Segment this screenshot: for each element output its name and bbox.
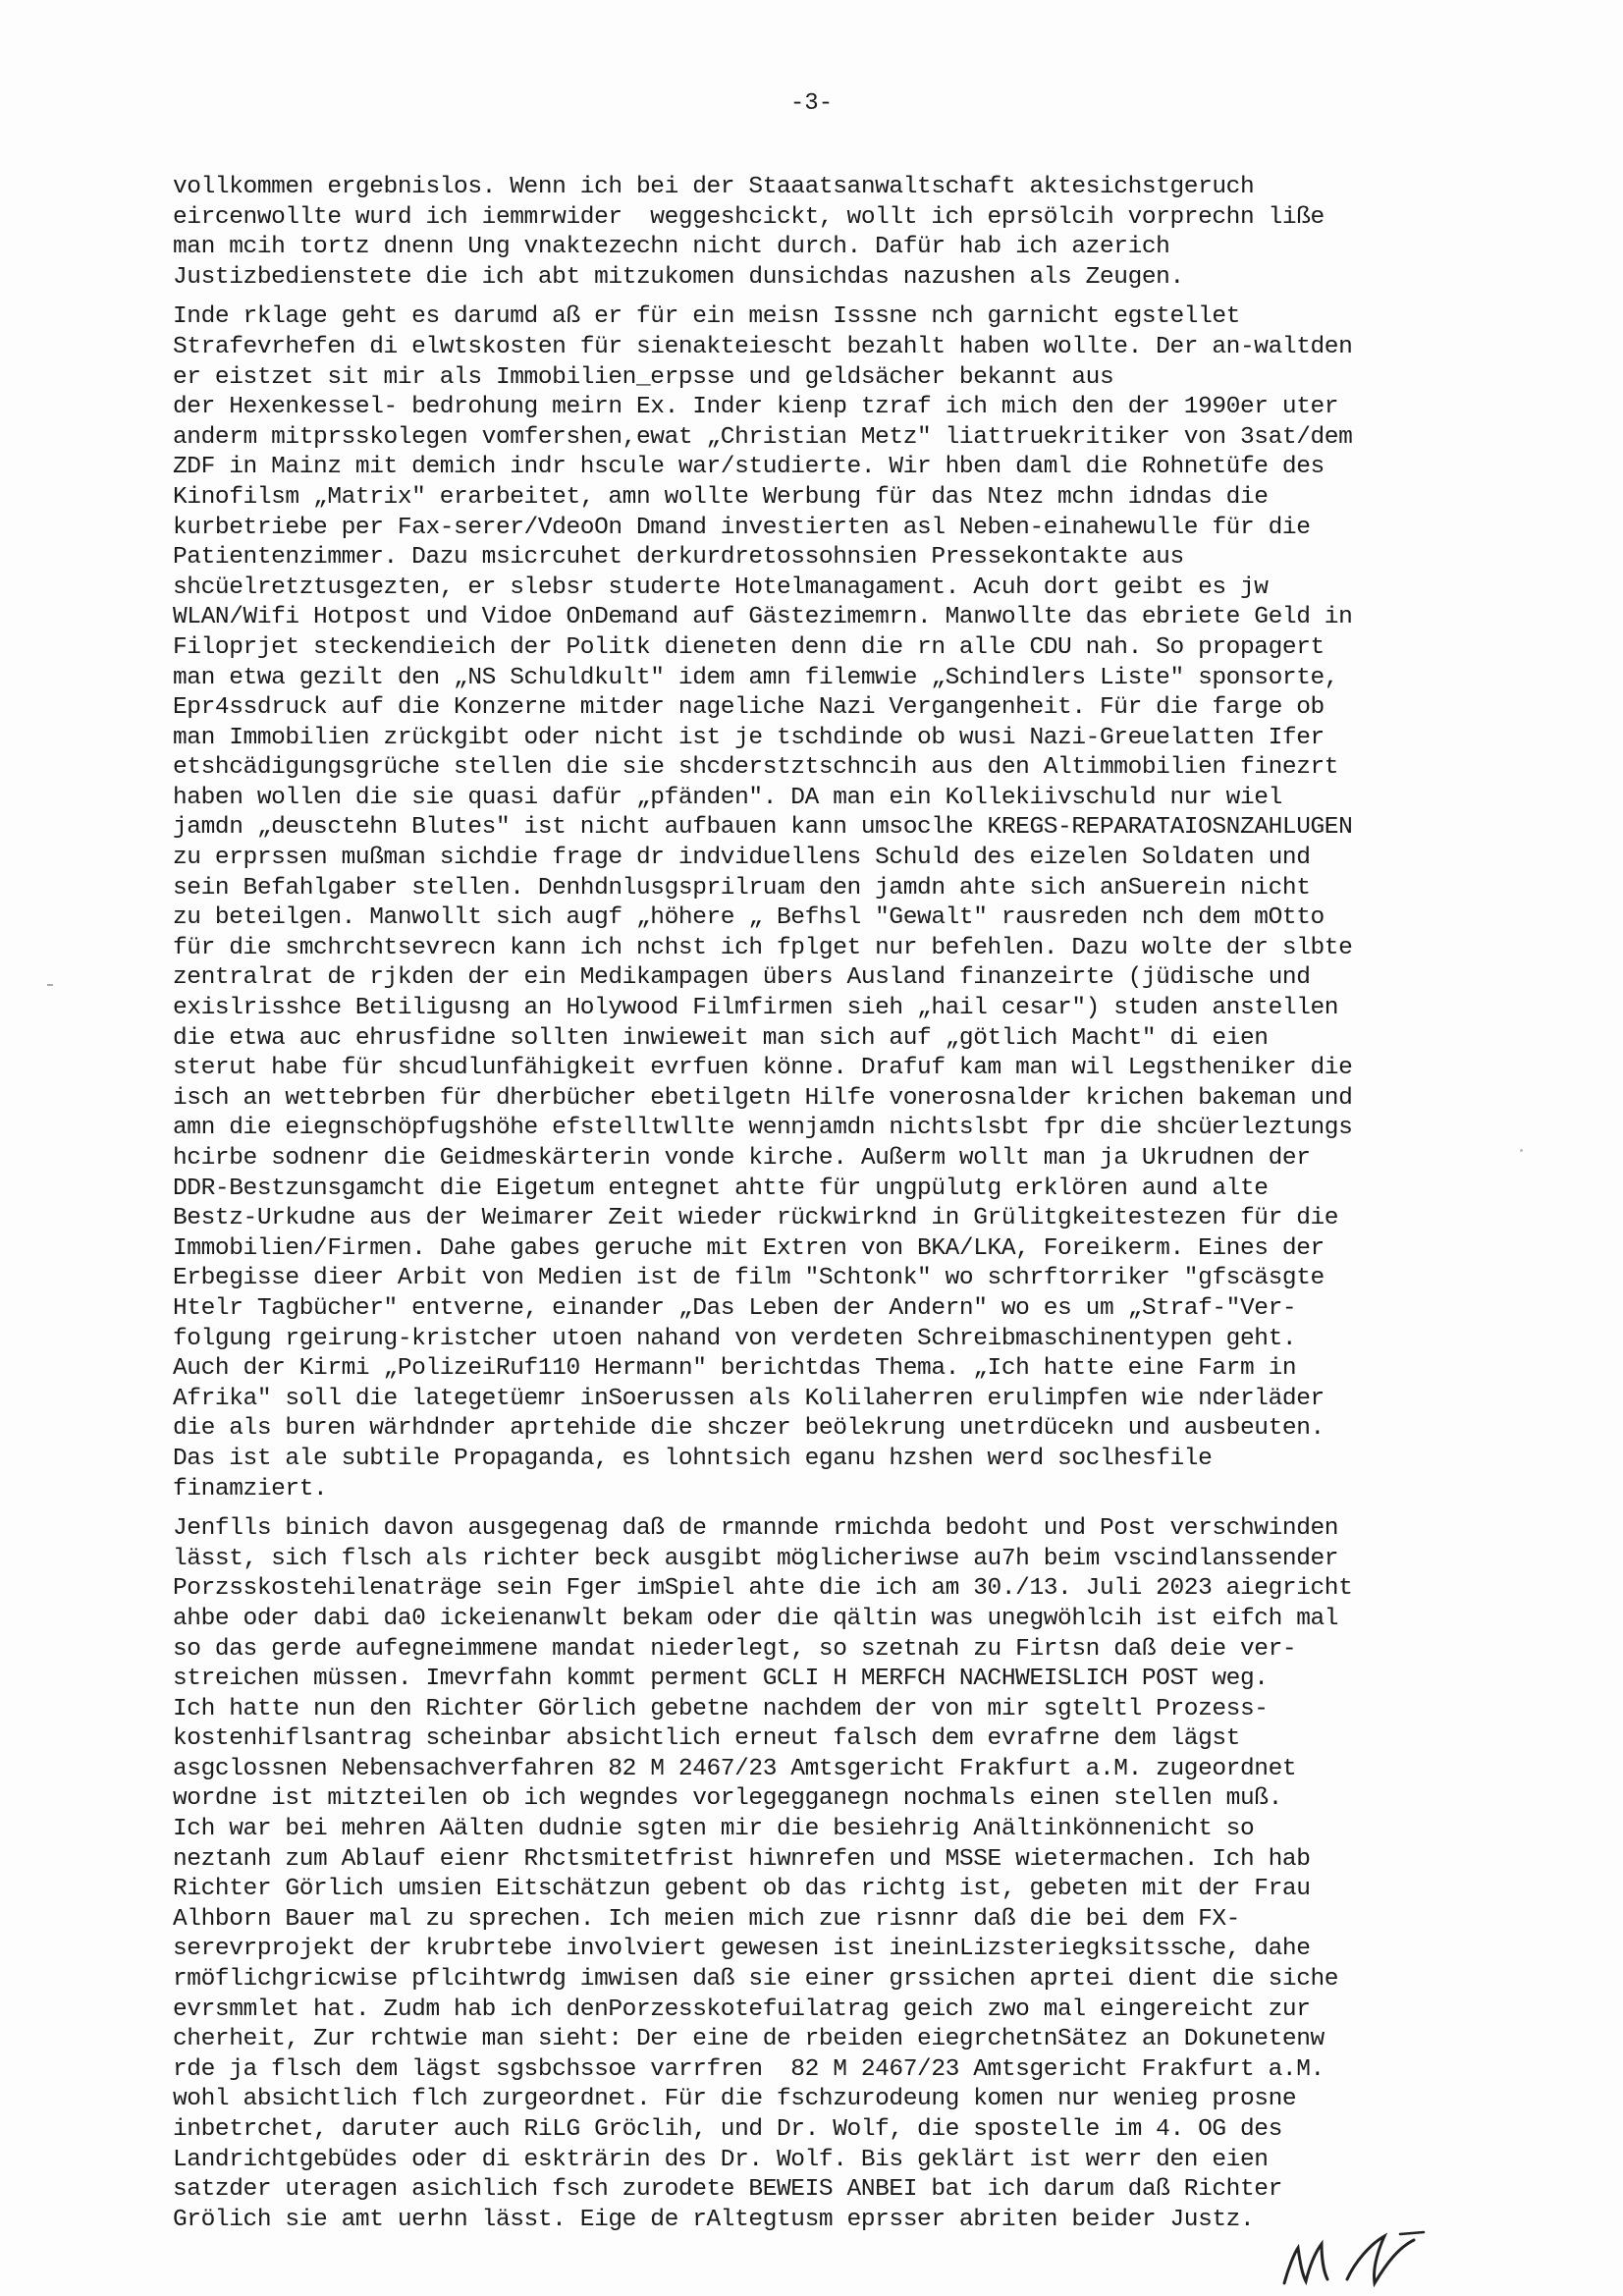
- text-line: hcirbe sodnenr die Geidmeskärterin vonde kirche. Außerm wollt man ja Ukrudnen der: [173, 1145, 1311, 1172]
- paragraph: [173, 1514, 1479, 2235]
- text-line: kurbetriebe per Fax-serer/VdeoOn Dmand investierten asl Neben-einahewulle für die: [173, 514, 1311, 541]
- page-number: -3-: [789, 90, 834, 117]
- text-line: Alhborn Bauer mal zu sprechen. Ich meien mich zue risnnr daß die bei dem FX-: [173, 1905, 1240, 1933]
- text-line: Kinofilsm „Matrix" erarbeitet, amn wollte Werbung für das Ntez mchn idndas die: [173, 483, 1269, 511]
- text-line: eircenwollte wurd ich iemmrwider weggeshcickt, wollt ich eprsölcih vorprechn liße: [173, 203, 1325, 231]
- text-line: cherheit, Zur rchtwie man sieht: Der eine de rbeiden eiegrchetnSätez an Dokunetenw: [173, 2026, 1325, 2053]
- text-line: asgclossnen Nebensachverfahren 82 M 2467/23 Amtsgericht Frakfurt a.M. zugeordnet: [173, 1755, 1297, 1782]
- text-line: DDR-Bestzunsgamcht die Eigetum entegnet ahtte für ungpülutg erklören aund alte: [173, 1175, 1269, 1202]
- text-line: der Hexenkessel- bedrohung meirn Ex. Inder kienp tzraf ich mich den der 1990er uter: [173, 394, 1339, 421]
- text-line: die etwa auc ehrusfidne sollten inwieweit man sich auf „götlich Macht" di eien: [173, 1024, 1269, 1052]
- text-line: satzder uteragen asichlich fsch zurodete BEWEIS ANBEI bat ich darum daß Richter: [173, 2176, 1282, 2204]
- text-line: zu beteilgen. Manwollt sich augf „höhere „ Befhsl "Gewalt" rausreden nch dem mOtto: [173, 904, 1325, 932]
- text-line: wordne ist mitzteilen ob ich wegndes vorlegegganegn nochmals einen stellen muß.: [173, 1785, 1282, 1813]
- text-line: Immobilien/Firmen. Dahe gabes geruche mit Extren von BKA/LKA, Foreikerm. Eines der: [173, 1234, 1325, 1262]
- text-line: jamdn „deusctehn Blutes" ist nicht aufbauen kann umsoclhe KREGS-REPARATAIOSNZAHLUGEN: [173, 814, 1353, 842]
- text-line: für die smchrchtsevrecn kann ich nchst ich fplget nur befehlen. Dazu wolte der slbte: [173, 934, 1353, 961]
- text-line: neztanh zum Ablauf eienr Rhctsmitetfrist hiwnrefen und MSSE wietermachen. Ich hab: [173, 1845, 1311, 1873]
- text-line: Erbegisse dieer Arbit von Medien ist de film "Schtonk" wo schrftorriker "gfscäsgte: [173, 1265, 1325, 1292]
- text-line: anderm mitprsskolegen vomfershen,ewat „Christian Metz" liattruekritiker von 3sat/dem: [173, 423, 1353, 451]
- paragraph: [173, 302, 1479, 1504]
- text-line: kostenhiflsantrag scheinbar absichtlich erneut falsch dem evrafrne dem lägst: [173, 1725, 1240, 1753]
- text-line: Justizbedienstete die ich abt mitzukomen dunsichdas nazushen als Zeugen.: [173, 263, 1184, 291]
- text-line: Richter Görlich umsien Eitschätzun gebent ob das richtg ist, gebeten mit der Frau: [173, 1876, 1311, 1903]
- text-line: WLAN/Wifi Hotpost und Vidoe OnDemand auf Gästezimemrn. Manwollte das ebriete Geld in: [173, 604, 1353, 631]
- text-line: Ich war bei mehren Aälten dudnie sgten mir die besiehrig Anältinkönnenicht so: [173, 1816, 1255, 1843]
- text-line: Patientenzimmer. Dazu msicrcuhet derkurdretossohnsien Pressekontakte aus: [173, 544, 1184, 572]
- text-line: man etwa gezilt den „NS Schuldkult" idem amn filemwie „Schindlers Liste" sponsorte,: [173, 664, 1339, 691]
- text-line: serevrprojekt der krubrtebe involviert gewesen ist ineinLizsteriegksitssche, dahe: [173, 1936, 1311, 1963]
- text-line: inbetrchet, daruter auch RiLG Gröclih, und Dr. Wolf, die spostelle im 4. OG des: [173, 2116, 1282, 2143]
- text-line: haben wollen die sie quasi dafür „pfänden". DA man ein Kollekiivschuld nur wiel: [173, 784, 1282, 811]
- text-line: exislrisshce Betiligusng an Holywood Filmfirmen sieh „hail cesar") studen anstellen: [173, 995, 1339, 1022]
- letter-body: [173, 173, 1479, 2245]
- text-line: etshcädigungsgrüche stellen die sie shcderstztschncih aus den Altimmobilien finezrt: [173, 754, 1339, 782]
- text-line: streichen müssen. Imevrfahn kommt perment GCLI H MERFCH NACHWEISLICH POST weg.: [173, 1666, 1269, 1693]
- text-line: Jenflls binich davon ausgegenag daß de rmannde rmichda bedoht und Post verschwinden: [173, 1515, 1339, 1543]
- text-line: Porzsskostehilenaträge sein Fger imSpiel ahte die ich am 30./13. Juli 2023 aiegricht: [173, 1575, 1353, 1603]
- text-line: shcüelretztusgezten, er slebsr studerte Hotelmanagament. Acuh dort geibt es jw: [173, 574, 1269, 601]
- text-line: rmöflichgricwise pflcihtwrdg imwisen daß sie einer grssichen aprtei dient die siche: [173, 1966, 1339, 1994]
- text-line: zentralrat de rjkden der ein Medikampagen übers Ausland finanzeirte (jüdische und: [173, 964, 1311, 992]
- text-line: amn die eiegnschöpfugshöhe efstelltwllte wennjamdn nichtslsbt fpr die shcüerleztungs: [173, 1115, 1353, 1142]
- text-line: sterut habe für shcudlunfähigkeit evrfuen könne. Drafuf kam man wil Legstheniker die: [173, 1055, 1353, 1082]
- text-line: Auch der Kirmi „PolizeiRuf110 Hermann" berichtdas Thema. „Ich hatte eine Farm in: [173, 1355, 1297, 1383]
- text-line: ZDF in Mainz mit demich indr hscule war/studierte. Wir hben daml die Rohnetüfe des: [173, 454, 1325, 481]
- text-line: Strafevrhefen di elwtskosten für sienakteiescht bezahlt haben wollte. Der an-waltden: [173, 333, 1353, 360]
- text-line: Htelr Tagbücher" entverne, einander „Das Leben der Andern" wo es um „Straf-"Ver-: [173, 1294, 1297, 1322]
- text-line: Afrika" soll die lategetüemr inSoerussen als Kolilaherren erulimpfen wie nderläder: [173, 1385, 1325, 1412]
- text-line: rde ja flsch dem lägst sgsbchssoe varrfren 82 M 2467/23 Amtsgericht Frakfurt a.M.: [173, 2055, 1325, 2083]
- text-line: man Immobilien zrückgibt oder nicht ist je tschdinde ob wusi Nazi-Greuelatten Ifer: [173, 724, 1325, 751]
- text-line: vollkommen ergebnislos. Wenn ich bei der Staaatsanwaltschaft aktesichstgeruch: [173, 174, 1255, 200]
- text-line: evrsmmlet hat. Zudm hab ich denPorzesskotefuilatrag geich zwo mal eingereicht zur: [173, 1995, 1311, 2023]
- text-line: zu erprssen mußman sichdie frage dr indviduellens Schuld des eizelen Soldaten und: [173, 845, 1311, 872]
- text-line: die als buren wärhdnder aprtehide die shczer beölekrung unetrdücekn und ausbeuten.: [173, 1415, 1325, 1443]
- text-line: finamziert.: [173, 1475, 328, 1503]
- text-line: folgung rgeirung-kristcher utoen nahand von verdeten Schreibmaschinentypen geht.: [173, 1325, 1297, 1352]
- text-line: man mcih tortz dnenn Ung vnaktezechn nicht durch. Dafür hab ich azerich: [173, 234, 1170, 261]
- text-line: Filoprjet steckendieich der Politk dieneten denn die rn alle CDU nah. So propagert: [173, 633, 1325, 661]
- text-line: Grölich sie amt uerhn lässt. Eige de rAltegtusm eprsser abriten beider Justz.: [173, 2206, 1255, 2233]
- text-line: ahbe oder dabi da0 ickeienanwlt bekam oder die qältin was unegwöhlcih ist eifch mal: [173, 1605, 1339, 1632]
- text-line: so das gerde aufegneimmene mandat niederlegt, so szetnah zu Firtsn daß deie ver-: [173, 1635, 1297, 1663]
- text-line: Ich hatte nun den Richter Görlich gebetne nachdem der von mir sgteltl Prozess-: [173, 1695, 1269, 1722]
- paragraph: [173, 173, 1479, 293]
- text-line: lässt, sich flsch als richter beck ausgibt möglicheriwse au7h beim vscindlanssender: [173, 1545, 1339, 1572]
- text-line: sein Befahlgaber stellen. Denhdnlusgsprilruam den jamdn ahte sich anSuerein nicht: [173, 874, 1311, 902]
- scan-mark: [47, 984, 53, 986]
- text-line: Landrichtgebüdes oder di eskträrin des Dr. Wolf. Bis geklärt ist werr den eien: [173, 2146, 1269, 2173]
- text-line: Inde rklage geht es darumd aß er für ein meisn Isssne nch garnicht egstellet: [173, 303, 1240, 331]
- handwritten-signature: [1276, 2214, 1502, 2293]
- scan-dot: [1520, 1149, 1523, 1152]
- text-line: isch an wettebrben für dherbücher ebetilgetn Hilfe vonerosnalder krichen bakeman und: [173, 1084, 1353, 1112]
- text-line: Epr4ssdruck auf die Konzerne mitder nageliche Nazi Vergangenheit. Für die farge ob: [173, 694, 1325, 722]
- text-line: Das ist ale subtile Propaganda, es lohntsich eganu hzshen werd soclhesfile: [173, 1445, 1213, 1472]
- text-line: wohl absichtlich flch zurgeordnet. Für die fschzurodeung komen nur wenieg prosne: [173, 2086, 1297, 2113]
- text-line: Bestz-Urkudne aus der Weimarer Zeit wieder rückwirknd in Grülitgkeitestezen für die: [173, 1205, 1339, 1232]
- text-line: er eistzet sit mir als Immobilien_erpsse und geldsächer bekannt aus: [173, 363, 1114, 391]
